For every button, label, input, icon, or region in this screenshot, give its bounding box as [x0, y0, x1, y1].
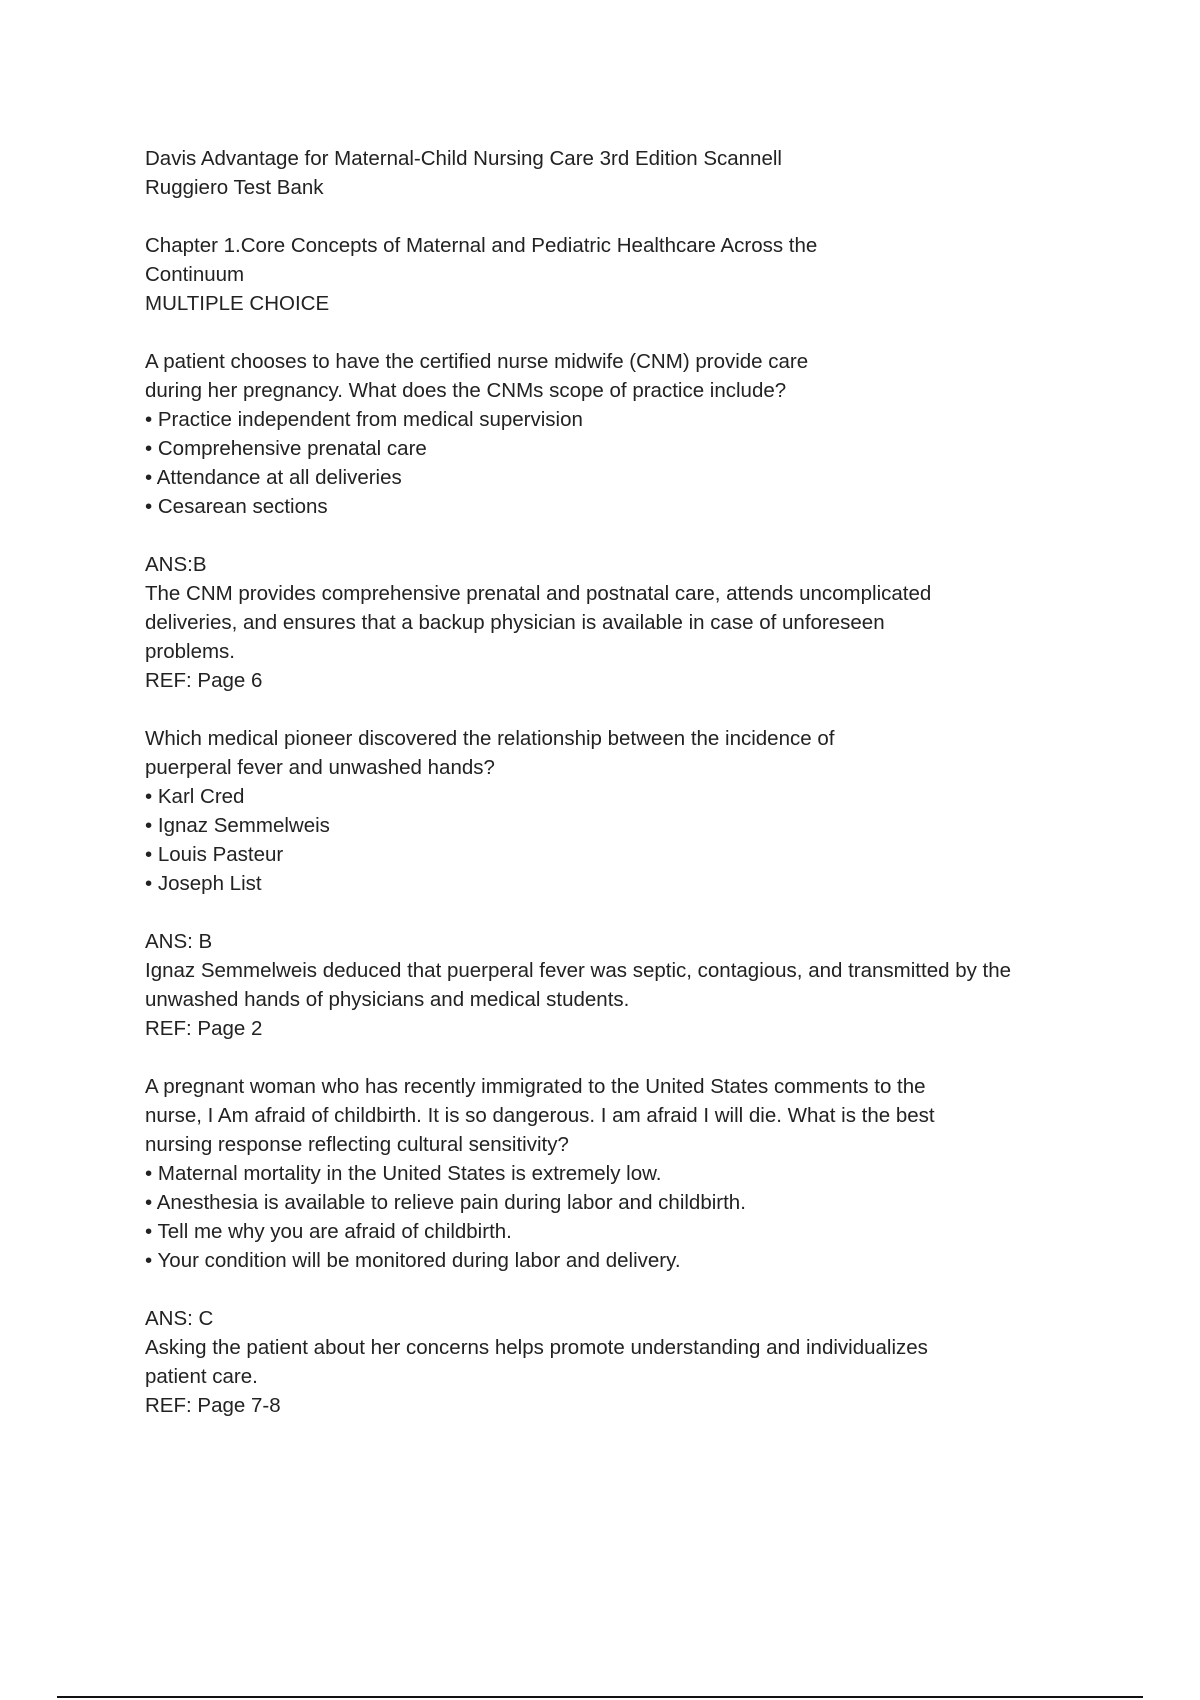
question-stem-line: Which medical pioneer discovered the relationship between the incidence of [145, 727, 835, 750]
reference: REF: Page 2 [145, 1017, 263, 1040]
reference: REF: Page 7-8 [145, 1394, 281, 1417]
spacer [145, 695, 1105, 724]
rationale-line: problems. [145, 640, 236, 663]
chapter-line-1: Chapter 1.Core Concepts of Maternal and Pediatric Healthcare Across the [145, 234, 818, 257]
rationale-line: unwashed hands of physicians and medical students. [145, 988, 630, 1011]
title-line-1: Davis Advantage for Maternal-Child Nursing Care 3rd Edition Scannell [145, 147, 782, 170]
document-title [145, 144, 1105, 202]
spacer [145, 1043, 1105, 1072]
question-3 [145, 1072, 1105, 1420]
question-stem-line: nursing response reflecting cultural sensitivity? [145, 1133, 569, 1156]
document-body [145, 144, 1105, 1420]
spacer [145, 318, 1105, 347]
answer-key: ANS:B [145, 553, 207, 576]
section-heading: MULTIPLE CHOICE [145, 292, 330, 315]
spacer [145, 521, 1105, 550]
question-stem-line: A patient chooses to have the certified nurse midwife (CNM) provide care [145, 350, 809, 373]
rationale-line: The CNM provides comprehensive prenatal and postnatal care, attends uncomplicated [145, 582, 932, 605]
reference: REF: Page 6 [145, 669, 263, 692]
question-1 [145, 347, 1105, 695]
rationale-line: Asking the patient about her concerns helps promote understanding and individualizes [145, 1336, 928, 1359]
answer-option: • Maternal mortality in the United States is extremely low. [145, 1162, 662, 1185]
answer-option: • Attendance at all deliveries [145, 466, 402, 489]
answer-option: • Cesarean sections [145, 495, 328, 518]
answer-option: • Tell me why you are afraid of childbirth. [145, 1220, 512, 1243]
answer-option: • Anesthesia is available to relieve pain during labor and childbirth. [145, 1191, 746, 1214]
question-stem-line: nurse, I Am afraid of childbirth. It is so dangerous. I am afraid I will die. What is the best [145, 1104, 935, 1127]
rationale-line: deliveries, and ensures that a backup physician is available in case of unforeseen [145, 611, 885, 634]
answer-option: • Practice independent from medical supervision [145, 408, 583, 431]
answer-option: • Louis Pasteur [145, 843, 284, 866]
chapter-heading [145, 231, 1105, 289]
answer-key: ANS: C [145, 1307, 214, 1330]
answer-option: • Your condition will be monitored during labor and delivery. [145, 1249, 681, 1272]
footer-divider [57, 1696, 1143, 1698]
spacer [145, 202, 1105, 231]
question-stem-line: during her pregnancy. What does the CNMs scope of practice include? [145, 379, 787, 402]
answer-key: ANS: B [145, 930, 213, 953]
question-2 [145, 724, 1105, 1043]
question-stem-line: puerperal fever and unwashed hands? [145, 756, 495, 779]
answer-option: • Joseph List [145, 872, 262, 895]
answer-option: • Ignaz Semmelweis [145, 814, 330, 837]
answer-option: • Comprehensive prenatal care [145, 437, 427, 460]
rationale-line: patient care. [145, 1365, 258, 1388]
title-line-2: Ruggiero Test Bank [145, 176, 324, 199]
rationale-line: Ignaz Semmelweis deduced that puerperal fever was septic, contagious, and transmitted by the [145, 959, 1012, 982]
spacer [145, 898, 1105, 927]
spacer [145, 1275, 1105, 1304]
question-stem-line: A pregnant woman who has recently immigrated to the United States comments to the [145, 1075, 926, 1098]
answer-option: • Karl Cred [145, 785, 245, 808]
chapter-line-2: Continuum [145, 263, 245, 286]
